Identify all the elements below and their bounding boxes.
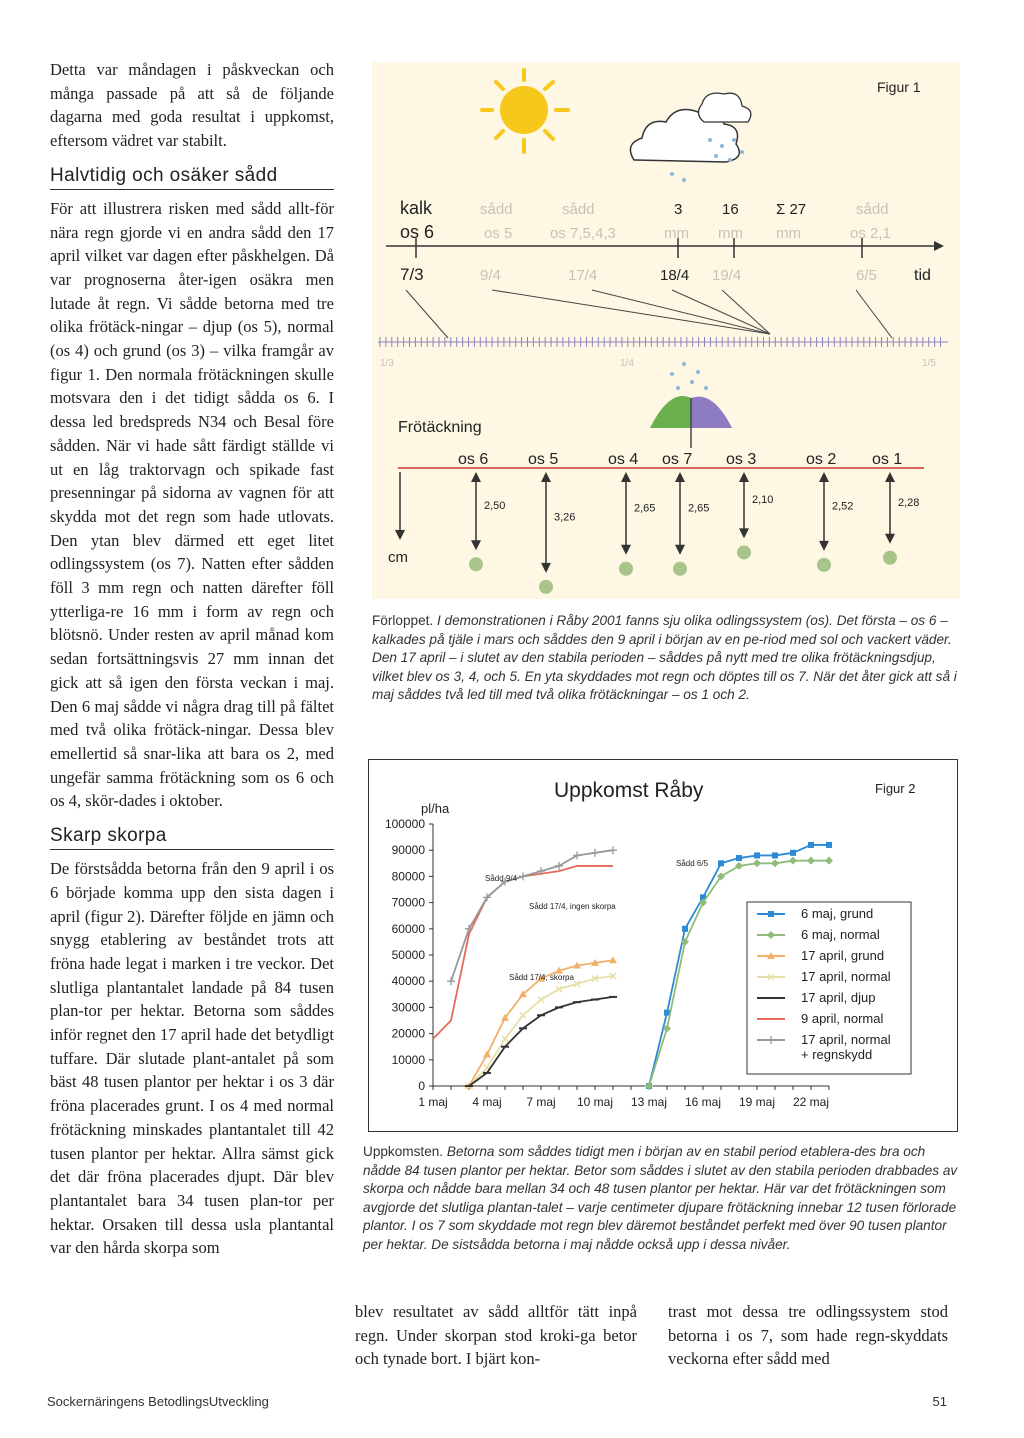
data-point	[768, 911, 774, 917]
depth-arrowhead-icon	[885, 534, 895, 544]
figure-2-chart	[368, 759, 958, 1132]
fig1-os6-top: os 6	[400, 222, 435, 242]
depth-arrowhead-icon	[675, 545, 685, 555]
fig1-rain-sum: Σ 27	[776, 201, 807, 218]
data-point	[825, 857, 833, 865]
depth-arrowhead-icon	[621, 545, 631, 555]
seed-icon	[737, 545, 751, 559]
depth-value: 3,26	[554, 511, 576, 524]
depth-arrow-top-icon	[471, 472, 481, 482]
depth-arrow-top-icon	[541, 472, 551, 482]
y-tick-label: 10000	[391, 1052, 425, 1067]
depth-arrowhead-icon	[739, 528, 749, 538]
series-4	[465, 997, 617, 1086]
cm-scale	[395, 472, 405, 540]
fig1-rain-16: 16	[722, 201, 739, 218]
data-point	[790, 850, 796, 856]
x-tick-label: 13 maj	[630, 1095, 668, 1109]
depth-value: 2,10	[752, 494, 774, 507]
series-line	[451, 850, 613, 981]
figure2-label: Figur 2	[875, 781, 916, 796]
data-point	[772, 852, 778, 858]
figure2-caption	[363, 1143, 961, 1255]
data-point	[538, 997, 544, 1003]
right-paragraph: trast mot dessa tre odlingssystem stod betorna i os 7, som hade regn-skyddats veckorna efter sådd med	[668, 1302, 948, 1369]
y-tick-label: 50000	[391, 948, 425, 962]
footer-publication: Sockernäringens BetodlingsUtveckling	[47, 1394, 269, 1409]
legend-label: 17 april, djup	[801, 990, 876, 1005]
fig1-sadd-3: sådd	[856, 201, 889, 218]
data-point	[754, 852, 760, 858]
annotation-sadd-6-5: Sådd 6/5	[676, 859, 709, 868]
y-tick-label: 60000	[391, 921, 425, 936]
section1-paragraph: För att illustrera risken med sådd allt-för nära regn gjorde vi en andra sådd den 17 april vilket var dagen efter påskhelgen. Då var prognoserna åter-igen osäkra men lutade åt regn. Vi sådde betorna med tre olika frötäck-ningar – djup (os 5), normal (os 4) och grund (os 3) – vilka framgår av figur 1. Den normala frötäckningen skulle motsvara den i det tidigt sådda os 6. I dessa led bredspreds N34 och Besal före sådden. När vi hade sått färdigt ställde vi ut en låg traktorvagn och spikade fast presenningar på sidorna av vagnen för att skydda mot det regn som hade utlovats. Den ytan blev därmed ett eget litet odlingssystem (os 7). Natten efter sådden föll 3 mm regn och natten därefter föll ytterliga-re 16 mm i form av regn och blötsnö. Under resten av april månad kom sedan fortsättningsvis 27 mm innan det gick att så igen den första veckan i maj. Den 6 maj sådde vi några drag till på fältet med två olika frötäck-ningar. Dessa blev emellertid så snar-lika att bara os 2, med ungefär samma frötäckning som os 6 och os 4, skör-dades i oktober.	[50, 198, 334, 811]
legend-label: 17 april, normal	[801, 1032, 891, 1047]
cloud-icon	[630, 93, 750, 182]
data-point	[807, 857, 815, 865]
fig1-tick-1-4: 1/4	[620, 358, 634, 369]
data-point	[682, 926, 688, 932]
fig1-sadd-2: sådd	[562, 201, 595, 218]
section2-paragraph: De förstsådda betorna från den 9 april i os 6 började komma upp den sista dagen i april (figur 2). Därefter följde en jämn och snygg etablering av beståndet trots att fröna hade legat i marken i tre veckor. Det slutliga plantantalet landade på 84 tusen plan-tor per hektar. Betorna som såddes inför regnet den 17 april hade det betydligt tuffare. Där slutade plant-antalet på som bäst 48 tusen plantor per hektar i os 3 där fröna placerades grunt. I os 4 med normal frötäckning minskades plantantalet till 42 tusen plantor per hektar. Allra sämst gick det där fröna placerades djupt. Där blev plantantalet bara 34 tusen plan-tor per hektar. Orsaken till dessa usla plantantal var den hårda skorpa som	[50, 859, 334, 1258]
system-label-os4: os 4	[608, 451, 639, 468]
fig1-os21: os 2,1	[850, 225, 891, 242]
y-tick-label: 90000	[391, 843, 425, 858]
data-point	[609, 846, 617, 854]
fig1-mm-1: mm	[664, 225, 689, 242]
system-label-os5: os 5	[528, 451, 559, 468]
data-point	[573, 851, 581, 859]
data-point	[465, 925, 473, 933]
legend-label: 6 maj, normal	[801, 927, 880, 942]
legend-label: 17 april, grund	[801, 948, 885, 963]
figure-1	[372, 62, 960, 599]
caption1-lead: Förloppet.	[372, 613, 434, 628]
fig1-date-18-4: 18/4	[660, 267, 690, 284]
fig1-date-9-4: 9/4	[480, 267, 501, 284]
x-tick-label: 10 maj	[576, 1095, 614, 1109]
x-tick-label: 19 maj	[738, 1095, 776, 1109]
system-label-os2: os 2	[806, 451, 837, 468]
data-point	[735, 862, 743, 870]
middle-paragraph: blev resultatet av sådd alltför tätt inpå regn. Under skorpan stod kroki-ga betor och tynade bort. I bjärt kon-	[355, 1302, 637, 1369]
data-point	[826, 842, 832, 848]
depth-arrowhead-icon	[819, 541, 829, 551]
depth-value: 2,28	[898, 496, 920, 509]
fig1-sadd-1: sådd	[480, 201, 513, 218]
fig1-os5-top: os 5	[484, 225, 513, 242]
chart-ylabel: pl/ha	[421, 801, 450, 816]
fig1-tick-1-3: 1/3	[380, 358, 394, 369]
seed-icon	[469, 557, 483, 571]
x-tick-label: 16 maj	[684, 1095, 722, 1109]
depth-value: 2,65	[688, 502, 710, 515]
x-tick-label: 7 maj	[526, 1095, 556, 1109]
system-label-os3: os 3	[726, 451, 757, 468]
fig1-date-7-3: 7/3	[400, 265, 424, 284]
depth-arrowhead-icon	[541, 563, 551, 573]
chart-title: Uppkomst Råby	[554, 779, 704, 802]
fig1-mm-2: mm	[718, 225, 743, 242]
x-tick-label: 1 maj	[418, 1095, 448, 1109]
caption1-text: I demonstrationen i Råby 2001 fanns sju olika odlingssystem (os). Det första – os 6 – kalkades på tjäle i mars och såddes den 9 april i början av en pe-riod med sol och vackert väder. Den 17 april – i slutet av den stabila perioden – såddes på nytt med tre olika frötäckningsdjup, vilket blev os 3, 4, och 5. En yta skyddades mot regn och döptes till os 7. När det åter gick att så i maj såddes två led till med två olika frötäckningar – os 1 och 2.	[372, 613, 957, 703]
series-line	[469, 976, 613, 1086]
right-column	[668, 1300, 948, 1371]
page-number: 51	[932, 1394, 947, 1409]
y-tick-label: 0	[418, 1079, 425, 1093]
data-point	[771, 859, 779, 867]
timeline-connectors	[406, 290, 892, 338]
left-column	[50, 58, 334, 1260]
data-point	[789, 857, 797, 865]
data-point	[520, 1012, 526, 1018]
data-point	[718, 860, 724, 866]
system-label-os7: os 7	[662, 451, 693, 468]
depth-arrow-top-icon	[739, 472, 749, 482]
data-point	[555, 862, 563, 870]
depth-arrow-top-icon	[675, 472, 685, 482]
system-label-os1: os 1	[872, 451, 903, 468]
series-6	[447, 846, 617, 985]
fig1-os7543: os 7,5,4,3	[550, 225, 616, 242]
data-point	[808, 842, 814, 848]
annotation-sadd-17-4-ingen-skorpa: Sådd 17/4, ingen skorpa	[529, 902, 616, 911]
fig1-date-17-4: 17/4	[568, 267, 598, 284]
heading-skarp-skorpa: Skarp skorpa	[50, 824, 334, 850]
middle-column	[355, 1300, 637, 1371]
data-point	[753, 859, 761, 867]
y-tick-label: 80000	[391, 869, 425, 884]
y-tick-label: 100000	[384, 817, 425, 831]
depth-arrowhead-icon	[471, 540, 481, 550]
page-footer	[47, 1394, 947, 1409]
timeline-arrow-icon	[934, 241, 944, 251]
data-point	[519, 872, 527, 880]
legend-label: 9 april, normal	[801, 1011, 884, 1026]
seed-icon	[883, 551, 897, 565]
seed-icon	[619, 562, 633, 576]
depth-value: 2,52	[832, 500, 854, 513]
y-tick-label: 20000	[391, 1026, 425, 1041]
umbrella-icon	[650, 362, 732, 448]
x-tick-label: 4 maj	[472, 1095, 502, 1109]
fig1-rain-3: 3	[674, 201, 683, 218]
depth-arrow-top-icon	[621, 472, 631, 482]
depth-value: 2,50	[484, 500, 506, 513]
fig1-mm-3: mm	[776, 225, 801, 242]
fig1-date-19-4: 19/4	[712, 267, 742, 284]
figure1-caption	[372, 612, 960, 705]
system-label-os6: os 6	[458, 451, 489, 468]
seed-icon	[817, 558, 831, 572]
legend-label: 17 april, normal	[801, 969, 891, 984]
sun-icon	[482, 70, 568, 152]
heading-halvtidig: Halvtidig och osäker sådd	[50, 164, 334, 190]
fig1-tick-1-5: 1/5	[922, 358, 936, 369]
legend-label: + regnskydd	[801, 1047, 873, 1062]
seed-icon	[673, 562, 687, 576]
fig1-unit-cm: cm	[388, 549, 408, 566]
annotation-sadd-17-4-skorpa: Sådd 17/4, skorpa	[509, 973, 574, 982]
fig1-kalk: kalk	[400, 198, 433, 218]
intro-paragraph: Detta var måndagen i påskveckan och många passade på att så de följande dagarna med goda resultat i uppkomst, eftersom vädret var stabilt.	[50, 60, 334, 151]
y-tick-label: 40000	[391, 974, 425, 989]
depth-value: 2,65	[634, 502, 656, 515]
fig1-section-title: Frötäckning	[398, 419, 482, 436]
x-tick-label: 22 maj	[792, 1095, 830, 1109]
seeding-depths	[458, 451, 919, 594]
legend-label: 6 maj, grund	[801, 906, 874, 921]
seed-icon	[539, 580, 553, 594]
y-tick-label: 30000	[391, 1000, 425, 1015]
data-point	[591, 849, 599, 857]
depth-arrow-top-icon	[885, 472, 895, 482]
fig1-date-6-5: 6/5	[856, 267, 877, 284]
annotation-sadd-9-4: Sådd 9/4	[485, 874, 518, 883]
caption2-lead: Uppkomsten.	[363, 1144, 444, 1159]
data-point	[502, 1036, 508, 1042]
fig1-axis-tid: tid	[914, 267, 931, 284]
caption2-text: Betorna som såddes tidigt men i början av en stabil period etablera-des bra och nådde 84 tusen plantor per hektar. Betor som såddes i slutet av den stabila perioden drabbades av skorpa och nådde bara mellan 34 och 48 tusen plantor per hektar. Här var det frötäckningen som avgjorde det slutliga plantan-talet – varje centimeter djupare frötäckning innebar 12 tusen förlorade plantor. I os 7 som skyddade mot regn blev däremot beståndet perfekt med över 90 tusen plantor per hektar. De sistsådda betorna i maj nådde också upp i dessa nivåer.	[363, 1144, 958, 1252]
data-point	[483, 1051, 491, 1058]
depth-arrow-top-icon	[819, 472, 829, 482]
y-tick-label: 70000	[391, 895, 425, 910]
figure1-label: Figur 1	[877, 79, 921, 95]
data-point	[736, 855, 742, 861]
data-point	[447, 977, 455, 985]
